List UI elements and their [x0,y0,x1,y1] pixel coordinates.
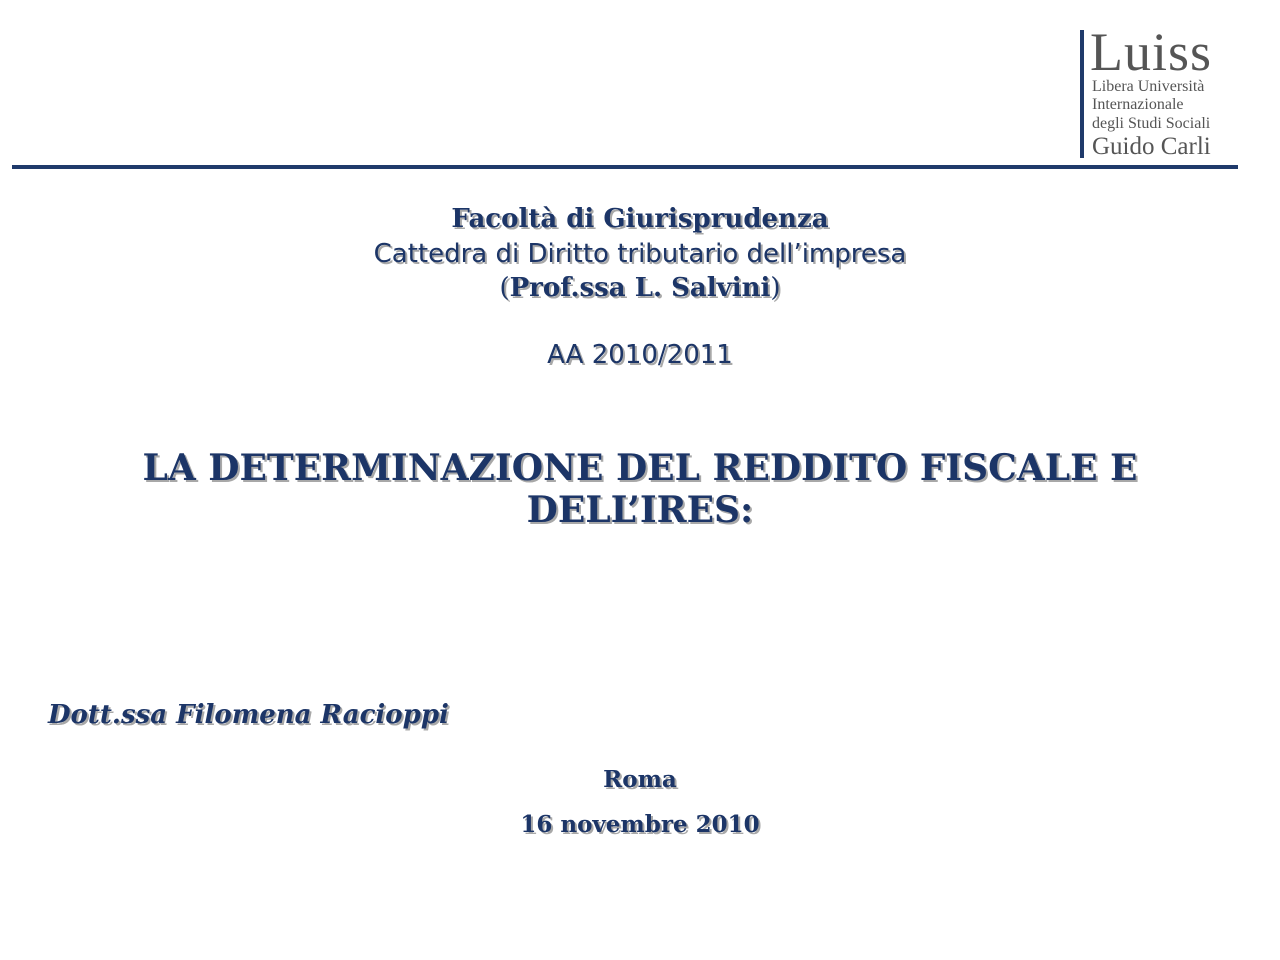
prof-close-paren: ) [770,273,781,303]
prof-open-paren: ( [499,273,510,303]
faculty-heading: Facoltà di Giurisprudenza [451,204,829,234]
logo-bar [1080,30,1084,158]
logo-line-4: Guido Carli [1092,133,1211,160]
author-name: Dott.ssa Filomena Racioppi [48,700,449,730]
academic-year: AA 2010/2011 [547,340,733,370]
title-line-1: LA DETERMINAZIONE DEL REDDITO FISCALE E [142,447,1138,489]
chair-heading: Cattedra di Diritto tributario dell’impresa [373,239,907,269]
presentation-title [0,447,1280,531]
date: 16 novembre 2010 [520,811,760,838]
logo-line-1: Libera Università [1092,78,1205,95]
logo-line-3: degli Studi Sociali [1092,115,1211,132]
professor-name: Prof.ssa L. Salvini [509,273,771,303]
header-rule [12,165,1238,169]
luiss-logo [1080,22,1245,160]
title-line-2: DELL’IRES: [526,489,754,531]
city: Roma [603,766,677,793]
logo-wordmark: Luiss [1090,22,1213,82]
professor-line [0,273,1280,303]
logo-line-2: Internazionale [1092,96,1184,113]
